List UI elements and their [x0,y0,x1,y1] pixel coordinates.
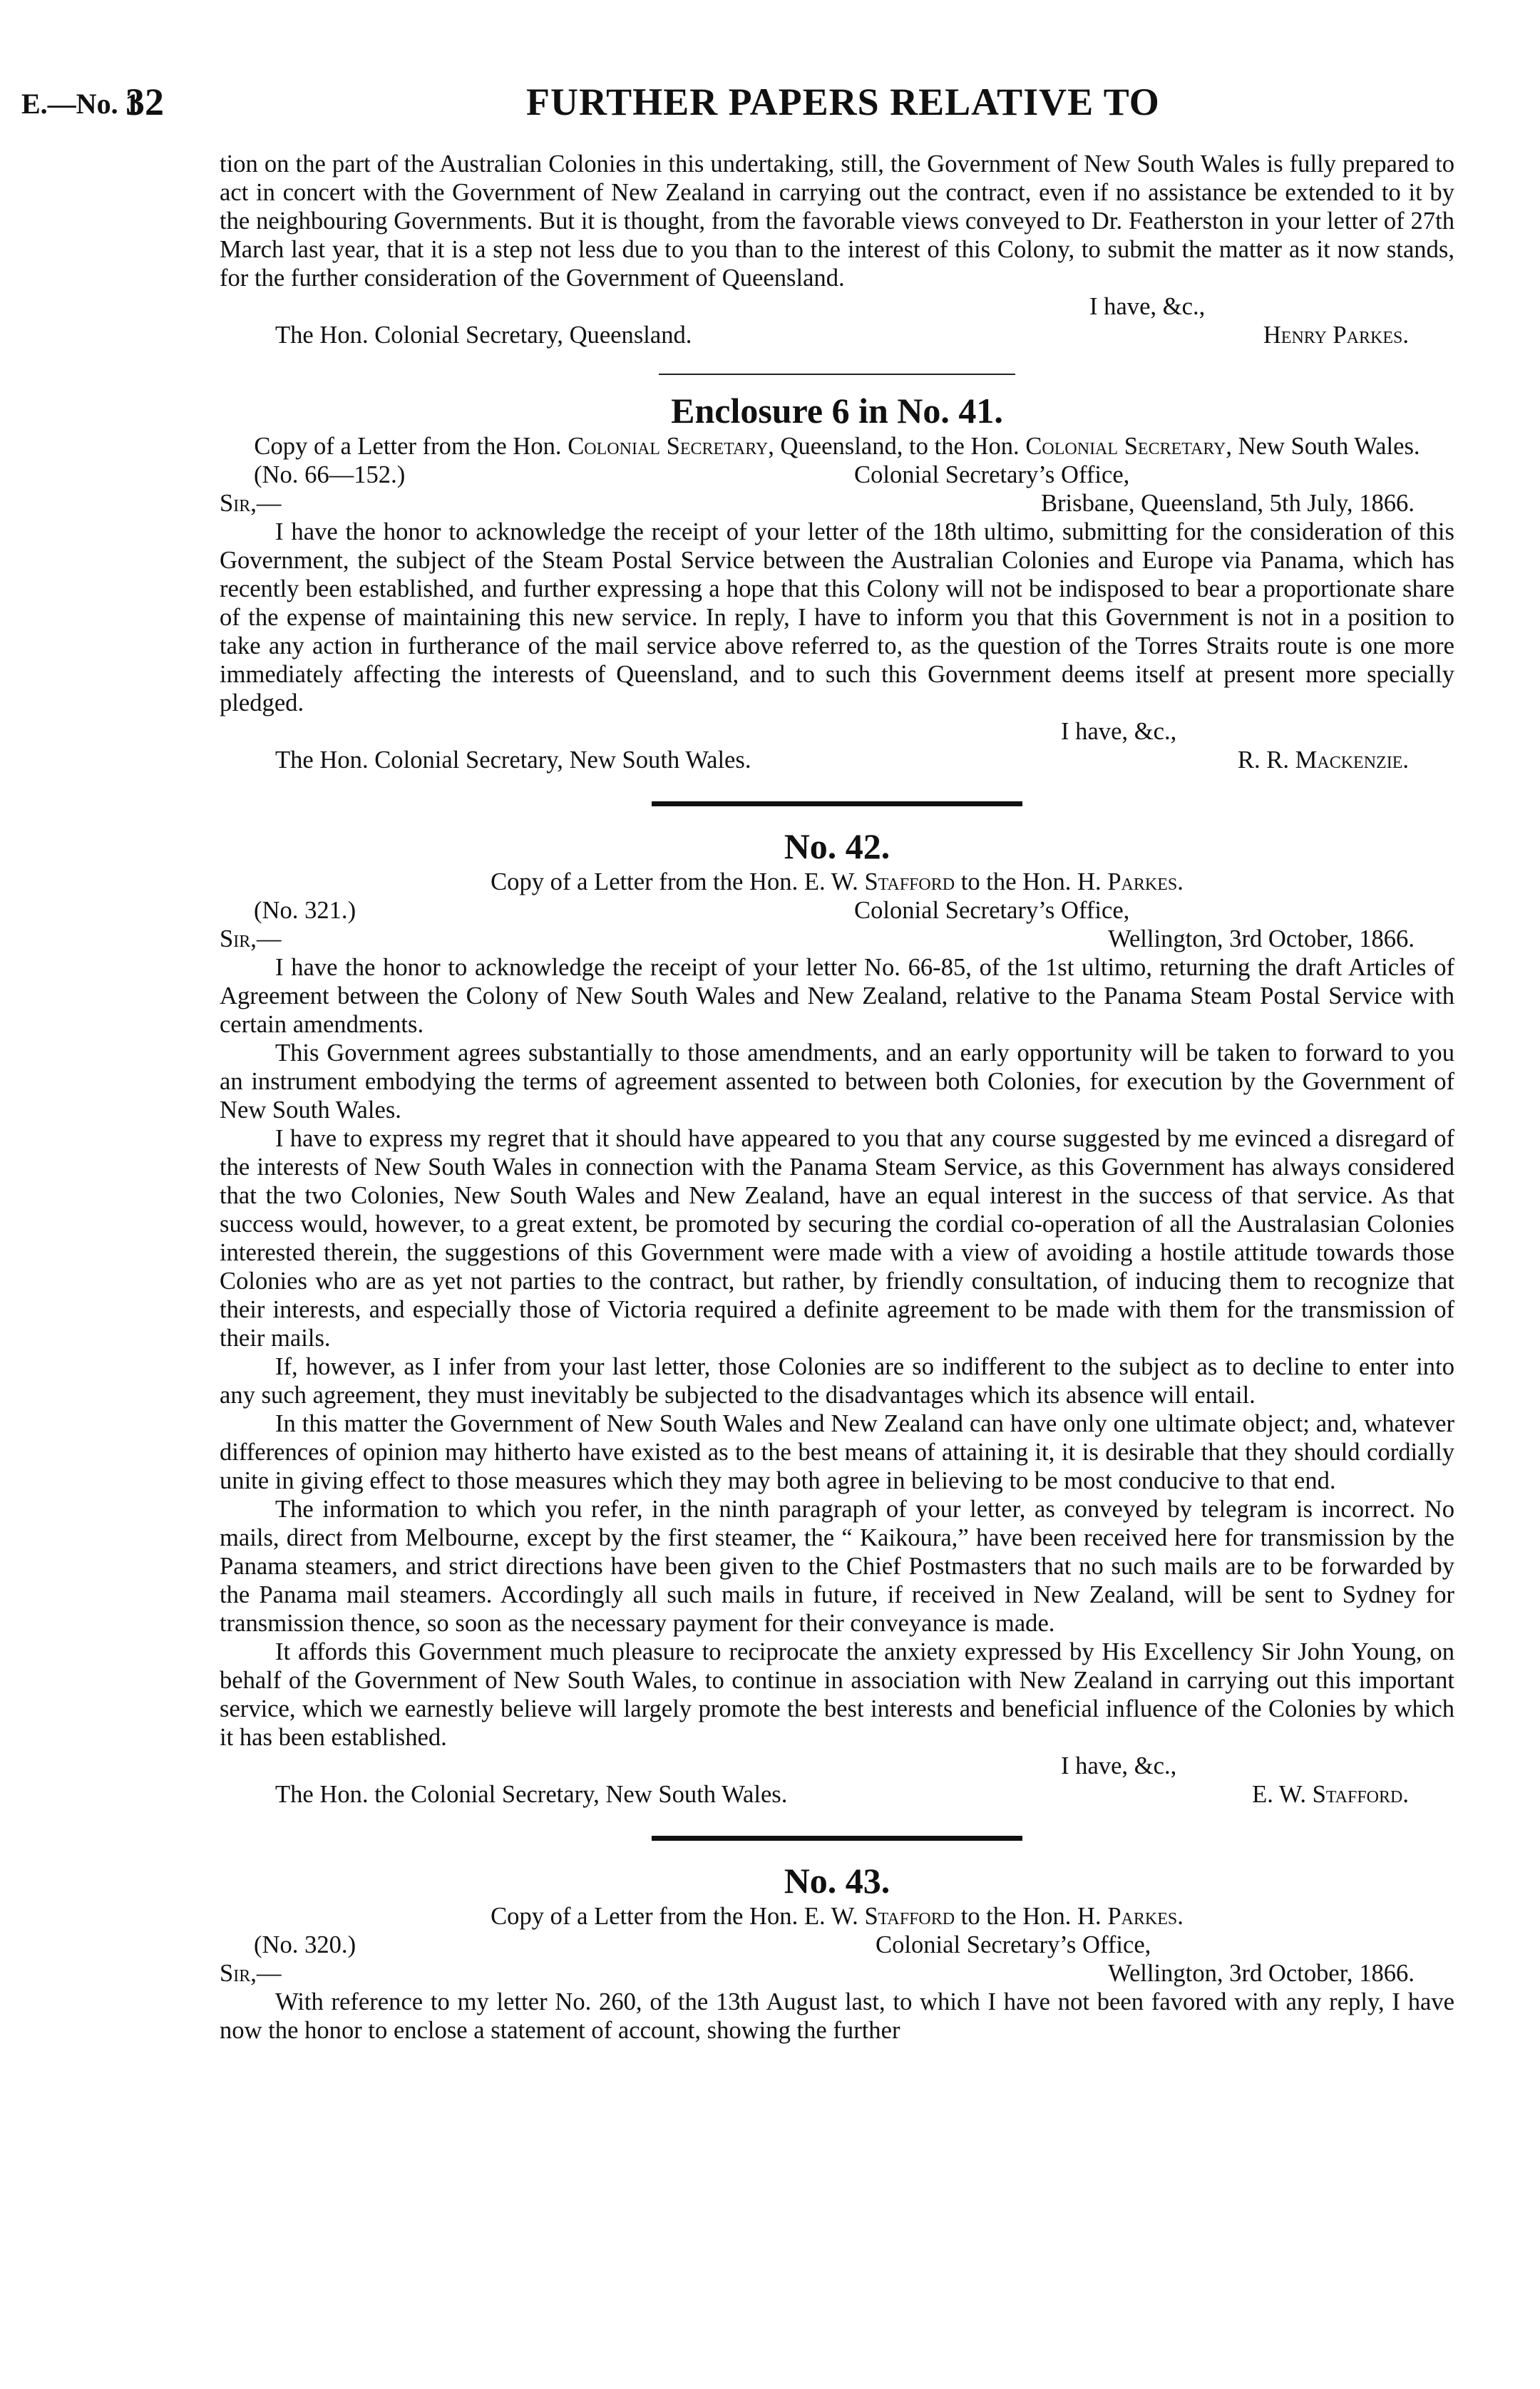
paragraph: The information to which you refer, in the ninth paragraph of your letter, as conveyed by telegram is incorrect. No mails, direct from Melbourne, except by the first steamer, the “ Kaikoura,” have been received here for transmission by the Panama steamers, and strict directions have been given to the Chief Postmasters that no such mails are to be forwarded by the Panama mail steamers. Accordingly all such mails in future, if received in New Zealand, will be sent to Sydney for transmission thence, so soon as the necessary payment for their conveyance is made. [220,1496,1454,1637]
addressee-signature-row [220,321,1454,349]
section-heading: Enclosure 6 in No. 41. [671,391,1003,431]
place-date: Brisbane, Queensland, 5th July, 1866. [1040,490,1415,517]
section-divider [652,801,1022,806]
letter-continuation [220,150,1454,349]
copy-caption: Copy of a Letter from the Hon. E. W. Stafford to the Hon. H. Parkes. [491,1903,1184,1930]
letter-body: With reference to my letter No. 260, of the 13th August last, to which I have not been favored with any reply, I have now the honor to enclose a statement of account, showing the further [220,1988,1454,2044]
reference-row [220,461,1454,489]
paragraph: In this matter the Government of New South Wales and New Zealand can have only one ultimate object; and, whatever differences of opinion may hitherto have existed as to the best means of attaining it, it is desirable that they should cordially unite in giving effect to those measures which they may both agree in believing to be most conducive to that end. [220,1410,1454,1494]
addressee: The Hon. Colonial Secretary, New South Wales. [275,746,751,774]
running-header [0,80,1540,130]
letter-body: tion on the part of the Australian Colonies in this undertaking, still, the Government of New South Wales is fully prepared to act in concert with the Government of New Zealand in carrying out the contract, even if no assistance be extended to it by the neighbouring Governments. But it is thought, from the favorable views conveyed to Dr. Featherston in your letter of 27th March last year, that it is a step not less due to you than to the interest of this Colony, to submit the matter as it now stands, for the further consideration of the Government of Queensland. [220,150,1454,292]
closing-line: I have, &c., [1089,293,1206,320]
running-title: FURTHER PAPERS RELATIVE TO [526,81,1160,123]
copy-caption: Copy of a Letter from the Hon. E. W. Stafford to the Hon. H. Parkes. [491,868,1184,895]
letter-number: (No. 321.) [254,897,356,924]
letter-number: (No. 66—152.) [254,461,406,488]
paragraph: It affords this Government much pleasure to reciprocate the anxiety expressed by His Excellency Sir John Young, on behalf of the Government of New South Wales, to continue in association with New Zealand in carrying out this important service, which we earnestly believe will largely promote the best interests and beneficial influence of the Colonies by which it has been established. [220,1638,1454,1751]
salutation: Sir,— [220,1960,282,1987]
reference-row [220,896,1454,925]
paragraph: I have the honor to acknowledge the receipt of your letter No. 66-85, of the 1st ultimo, returning the draft Articles of Agreement between the Colony of New South Wales and New Zealand, relative to the Panama Steam Postal Service with certain amendments. [220,954,1454,1038]
signature: E. W. Stafford. [1252,1781,1409,1808]
sender-office: Colonial Secretary’s Office, [854,897,1130,924]
sender-office: Colonial Secretary’s Office, [876,1931,1151,1958]
salutation: Sir,— [220,925,282,952]
place-date: Wellington, 3rd October, 1866. [1108,925,1415,952]
addressee-signature-row [220,1780,1454,1809]
paragraph: This Government agrees substantially to those amendments, and an early opportunity will be taken to forward to you an instrument embodying the terms of agreement assented to between both Colonies, for execution by the Government of New South Wales. [220,1039,1454,1124]
paragraph: If, however, as I infer from your last letter, those Colonies are so indifferent to the subject as to decline to enter into any such agreement, they must inevitably be subjected to the disadvantages which its absence will entail. [220,1353,1454,1409]
section-divider [652,1836,1022,1841]
copy-caption: Copy of a Letter from the Hon. Colonial Secretary, Queensland, to the Hon. Colonial Secretary, New South Wales. [254,433,1420,460]
closing-line: I have, &c., [1061,718,1177,745]
page-content [220,150,1454,2045]
addressee: The Hon. the Colonial Secretary, New South Wales. [275,1781,788,1808]
page-number: 32 [125,81,164,123]
series-reference: E.—No. 1 [21,88,140,120]
letter-number: (No. 320.) [254,1931,356,1958]
paragraph: I have to express my regret that it should have appeared to you that any course suggested by me evinced a disregard of the interests of New South Wales in connection with the Panama Steam Service, as this Government has always considered that the two Colonies, New South Wales and New Zealand, have an equal interest in the success of that service. As that success would, however, to a great extent, be promoted by securing the cordial co-operation of all the Australasian Colonies interested therein, the suggestions of this Government were made with a view of avoiding a hostile attitude towards those Colonies who are as yet not parties to the contract, but rather, by friendly consultation, of inducing them to recognize that their interests, and especially those of Victoria required a definite agreement to be made with them for the transmission of their mails. [220,1125,1454,1352]
signature: Henry Parkes. [1263,322,1409,349]
salutation: Sir,— [220,490,282,517]
sender-office: Colonial Secretary’s Office, [854,461,1130,488]
reference-row [220,1931,1454,1959]
addressee-signature-row [220,746,1454,774]
salutation-row [220,925,1454,953]
section-heading: No. 42. [784,826,890,866]
addressee: The Hon. Colonial Secretary, Queensland. [275,322,692,349]
signature: R. R. Mackenzie. [1237,746,1409,774]
salutation-row [220,1959,1454,1988]
salutation-row [220,489,1454,518]
letter-body: I have the honor to acknowledge the receipt of your letter of the 18th ultimo, submitting for the consideration of this Government, the subject of the Steam Postal Service between the Australian Colonies and Europe via Panama, which has recently been established, and further expressing a hope that this Colony will not be indisposed to bear a proportionate share of the expense of maintaining this new service. In reply, I have to inform you that this Government is not in a position to take any action in furtherance of the mail service above referred to, as the question of the Torres Straits route is one more immediately affecting the interests of Queensland, and to such this Government deems itself at present more specially pledged. [220,518,1454,716]
place-date: Wellington, 3rd October, 1866. [1108,1960,1415,1987]
section-heading: No. 43. [784,1861,890,1901]
closing-line: I have, &c., [1061,1752,1177,1779]
letter-no-43 [220,1859,1454,2045]
letter-no-42 [220,825,1454,1809]
enclosure-6 [220,389,1454,774]
